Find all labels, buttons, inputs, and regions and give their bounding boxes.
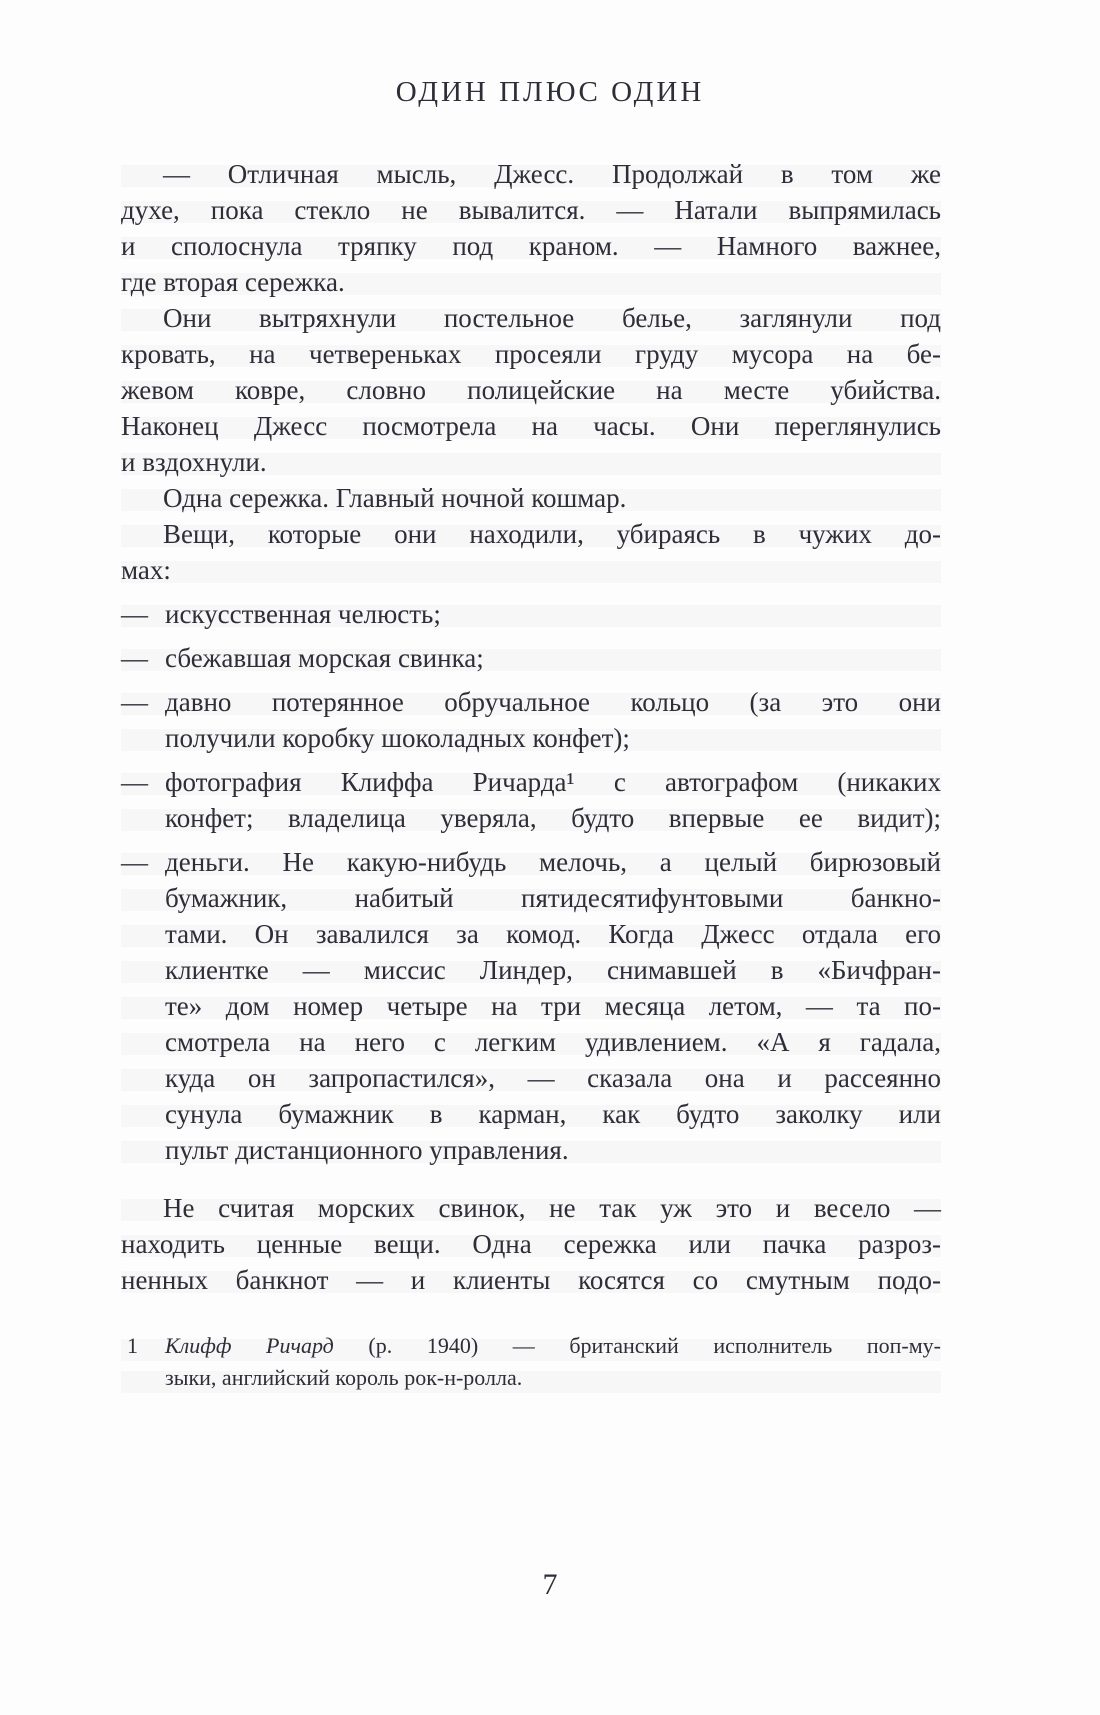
text-line: — Отличная мысль, Джесс. Продолжай в том же bbox=[121, 156, 941, 192]
footnote-line bbox=[121, 1330, 941, 1362]
list-item-text: искусственная челюсть; bbox=[165, 599, 441, 629]
list-item bbox=[121, 596, 941, 632]
footnote-marker: 1 bbox=[127, 1333, 138, 1358]
list-item bbox=[121, 684, 941, 756]
list-item-text: сбежавшая морская свинка; bbox=[165, 643, 484, 673]
list-item bbox=[121, 764, 941, 836]
list-dash: — bbox=[121, 599, 148, 629]
paragraph bbox=[121, 156, 941, 300]
text-body bbox=[121, 156, 941, 1394]
text-line: получили коробку шоколадных конфет); bbox=[121, 720, 941, 756]
text-line: Не считая морских свинок, не так уж это и весело — bbox=[121, 1190, 941, 1226]
text-line: где вторая сережка. bbox=[121, 264, 941, 300]
text-line bbox=[121, 684, 941, 720]
text-line: те» дом номер четыре на три месяца летом, — та по- bbox=[121, 988, 941, 1024]
list-dash: — bbox=[121, 643, 148, 673]
list-item-text: давно потерянное обручальное кольцо (за это они bbox=[165, 687, 941, 717]
text-line: Они вытряхнули постельное белье, заглянули под bbox=[121, 300, 941, 336]
paragraph bbox=[121, 300, 941, 480]
paragraph bbox=[121, 1190, 941, 1298]
text-line: Вещи, которые они находили, убираясь в чужих до- bbox=[121, 516, 941, 552]
text-line: клиентке — миссис Линдер, снимавшей в «Бичфран- bbox=[121, 952, 941, 988]
text-line: тами. Он завалился за комод. Когда Джесс отдала его bbox=[121, 916, 941, 952]
text-line: ненных банкнот — и клиенты косятся со смутным подо- bbox=[121, 1262, 941, 1298]
text-line bbox=[121, 640, 941, 676]
text-line: и сполоснула тряпку под краном. — Намного важнее, bbox=[121, 228, 941, 264]
paragraph bbox=[121, 516, 941, 588]
text-line: конфет; владелица уверяла, будто впервые ее видит); bbox=[121, 800, 941, 836]
text-line bbox=[121, 596, 941, 632]
footnote-text: (р. 1940) — британский исполнитель поп-му- bbox=[333, 1333, 941, 1358]
text-line: находить ценные вещи. Одна сережка или пачка разроз- bbox=[121, 1226, 941, 1262]
list-item-text: деньги. Не какую-нибудь мелочь, а целый бирюзовый bbox=[165, 847, 941, 877]
text-line: Наконец Джесс посмотрела на часы. Они переглянулись bbox=[121, 408, 941, 444]
text-line bbox=[121, 764, 941, 800]
list-dash: — bbox=[121, 847, 148, 877]
running-title: ОДИН ПЛЮС ОДИН bbox=[395, 76, 705, 108]
text-line: Одна сережка. Главный ночной кошмар. bbox=[121, 480, 941, 516]
text-line: духе, пока стекло не вывалится. — Натали выпрямилась bbox=[121, 192, 941, 228]
text-line: жевом ковре, словно полицейские на месте убийства. bbox=[121, 372, 941, 408]
list-dash: — bbox=[121, 767, 148, 797]
page-number: 7 bbox=[542, 1568, 558, 1601]
text-line: мах: bbox=[121, 552, 941, 588]
text-line: и вздохнули. bbox=[121, 444, 941, 480]
list-item bbox=[121, 640, 941, 676]
list-item-text: фотография Клиффа Ричарда¹ с автографом (никаких bbox=[165, 767, 941, 797]
footnote bbox=[121, 1330, 941, 1394]
paragraph bbox=[121, 480, 941, 516]
text-line: пульт дистанционного управления. bbox=[121, 1132, 941, 1168]
text-line: бумажник, набитый пятидесятифунтовыми банкно- bbox=[121, 880, 941, 916]
text-line: сунула бумажник в карман, как будто заколку или bbox=[121, 1096, 941, 1132]
text-line: куда он запропастился», — сказала она и рассеянно bbox=[121, 1060, 941, 1096]
text-line bbox=[121, 844, 941, 880]
list-dash: — bbox=[121, 687, 148, 717]
text-line: смотрела на него с легким удивлением. «А я гадала, bbox=[121, 1024, 941, 1060]
text-line: кровать, на четвереньках просеяли груду мусора на бе- bbox=[121, 336, 941, 372]
footnote-person-name: Клифф Ричард bbox=[165, 1333, 334, 1358]
list-item bbox=[121, 844, 941, 1168]
footnote-line: зыки, английский король рок-н-ролла. bbox=[121, 1362, 941, 1394]
